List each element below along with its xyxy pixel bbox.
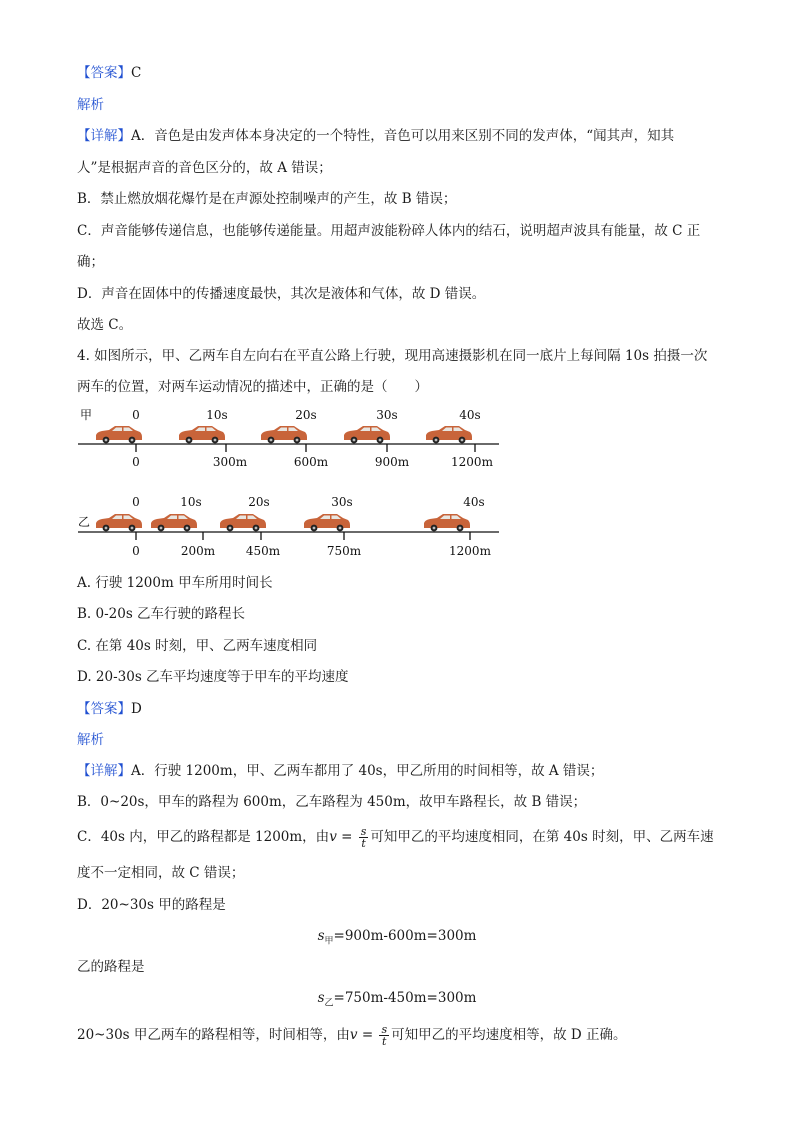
- car-icon: [96, 426, 142, 443]
- fraction-denominator: t: [382, 1035, 387, 1048]
- answer-value: C: [131, 65, 142, 81]
- distance-label: 0: [132, 455, 140, 469]
- answer-line-q4: [77, 700, 142, 718]
- car-icon: [96, 514, 142, 531]
- question-stem: 4. 如图所示，甲、乙两车自左向右在平直公路上行驶，现用高速摄影机在同一底片上每间隔 10s 拍摄一次: [77, 348, 708, 364]
- detail-line-formula: [77, 1020, 627, 1050]
- formula-yi: [0, 989, 794, 1013]
- detail-line-formula: [77, 822, 714, 852]
- detail-line: 乙的路程是: [77, 959, 145, 975]
- option-c: C. 在第 40s 时刻，甲、乙两车速度相同: [77, 638, 318, 654]
- motion-figure: [72, 404, 502, 564]
- detail-line: [77, 762, 603, 780]
- row1-label: 甲: [80, 408, 93, 422]
- formula-jia: [0, 927, 794, 951]
- car-icon: [220, 514, 266, 531]
- car-icon: [304, 514, 350, 531]
- equals-sign: =: [336, 829, 357, 845]
- analysis-tag: 解析: [77, 97, 104, 113]
- detail-text: A．音色是由发声体本身决定的一个特性，音色可以用来区别不同的发声体，“闻其声，知其: [131, 128, 675, 144]
- time-label: 30s: [376, 408, 398, 422]
- detail-line: 度不一定相同，故 C 错误；: [77, 865, 245, 881]
- detail-line: B．0~20s，甲车的路程为 600m，乙车路程为 450m，故甲车路程长，故 B 错误；: [77, 794, 587, 810]
- time-label: 40s: [459, 408, 481, 422]
- formula-symbol: s: [317, 928, 325, 944]
- analysis-tag: 解析: [77, 732, 104, 748]
- distance-label: 300m: [212, 455, 248, 469]
- detail-text: A．行驶 1200m，甲、乙两车都用了 40s，甲乙所用的时间相等，故 A 错误；: [131, 763, 604, 779]
- detail-line: D．声音在固体中的传播速度最快，其次是液体和气体，故 D 错误。: [77, 286, 486, 302]
- conclusion-line: 故选 C。: [77, 317, 133, 333]
- formula-body: =900m-600m=300m: [333, 928, 477, 944]
- answer-tag: 【答案】: [77, 65, 131, 81]
- time-label: 20s: [295, 408, 317, 422]
- detail-tag: 【详解】: [77, 128, 131, 144]
- question-stem: 两车的位置，对两车运动情况的描述中，正确的是（ ）: [77, 379, 428, 395]
- equals-sign: =: [357, 1027, 378, 1043]
- distance-label: 900m: [374, 455, 410, 469]
- detail-text: 可知甲乙的平均速度相等，故 D 正确。: [391, 1027, 627, 1043]
- car-icon: [151, 514, 197, 531]
- fraction-denominator: t: [361, 837, 366, 850]
- distance-label: 450m: [245, 544, 281, 558]
- detail-line: C．声音能够传递信息，也能够传递能量。用超声波能粉碎人体内的结石，说明超声波具有能量，故 C 正: [77, 223, 701, 239]
- car-icon: [426, 426, 472, 443]
- distance-label: 0: [132, 544, 140, 558]
- detail-line: 确；: [77, 254, 104, 270]
- car-icon: [179, 426, 225, 443]
- row2-label: 乙: [78, 515, 91, 529]
- distance-label: 200m: [180, 544, 216, 558]
- velocity-symbol: v: [349, 1027, 358, 1043]
- detail-line: D．20~30s 甲的路程是: [77, 897, 226, 913]
- formula-subscript: 甲: [324, 936, 334, 947]
- time-label: 10s: [206, 408, 228, 422]
- velocity-symbol: v: [329, 829, 337, 845]
- distance-label: 1200m: [449, 544, 491, 558]
- formula-body: =750m-450m=300m: [333, 990, 477, 1006]
- formula-symbol: s: [317, 990, 325, 1006]
- detail-line: [77, 127, 674, 145]
- answer-value: D: [131, 701, 142, 717]
- time-label: 0: [132, 495, 140, 509]
- option-d: D. 20-30s 乙车平均速度等于甲车的平均速度: [77, 669, 349, 685]
- detail-tag: 【详解】: [77, 763, 131, 779]
- detail-line: 人”是根据声音的音色区分的，故 A 错误；: [77, 160, 332, 176]
- car-icon: [261, 426, 307, 443]
- detail-line: B．禁止燃放烟花爆竹是在声源处控制噪声的产生，故 B 错误；: [77, 191, 457, 207]
- option-a: A. 行驶 1200m 甲车所用时间长: [77, 575, 273, 591]
- speed-fraction: [359, 826, 369, 849]
- answer-line-q3: [77, 64, 141, 82]
- detail-text: 可知甲乙的平均速度相同，在第 40s 时刻，甲、乙两车速: [370, 829, 714, 845]
- answer-tag: 【答案】: [77, 701, 131, 717]
- car-icon: [424, 514, 470, 531]
- speed-fraction: [379, 1024, 389, 1047]
- time-label: 30s: [331, 495, 353, 509]
- car-icon: [344, 426, 390, 443]
- time-label: 40s: [463, 495, 485, 509]
- time-label: 0: [132, 408, 140, 422]
- fraction-numerator: s: [381, 1023, 388, 1036]
- distance-label: 600m: [293, 455, 329, 469]
- time-label: 10s: [180, 495, 202, 509]
- formula-subscript: 乙: [324, 998, 334, 1009]
- time-label: 20s: [248, 495, 270, 509]
- detail-text: 20~30s 甲乙两车的路程相等，时间相等，由: [77, 1027, 350, 1043]
- fraction-numerator: s: [360, 825, 367, 838]
- option-b: B. 0-20s 乙车行驶的路程长: [77, 606, 246, 622]
- distance-label: 750m: [326, 544, 362, 558]
- distance-label: 1200m: [451, 455, 493, 469]
- detail-text: C．40s 内，甲乙的路程都是 1200m，由: [77, 829, 330, 845]
